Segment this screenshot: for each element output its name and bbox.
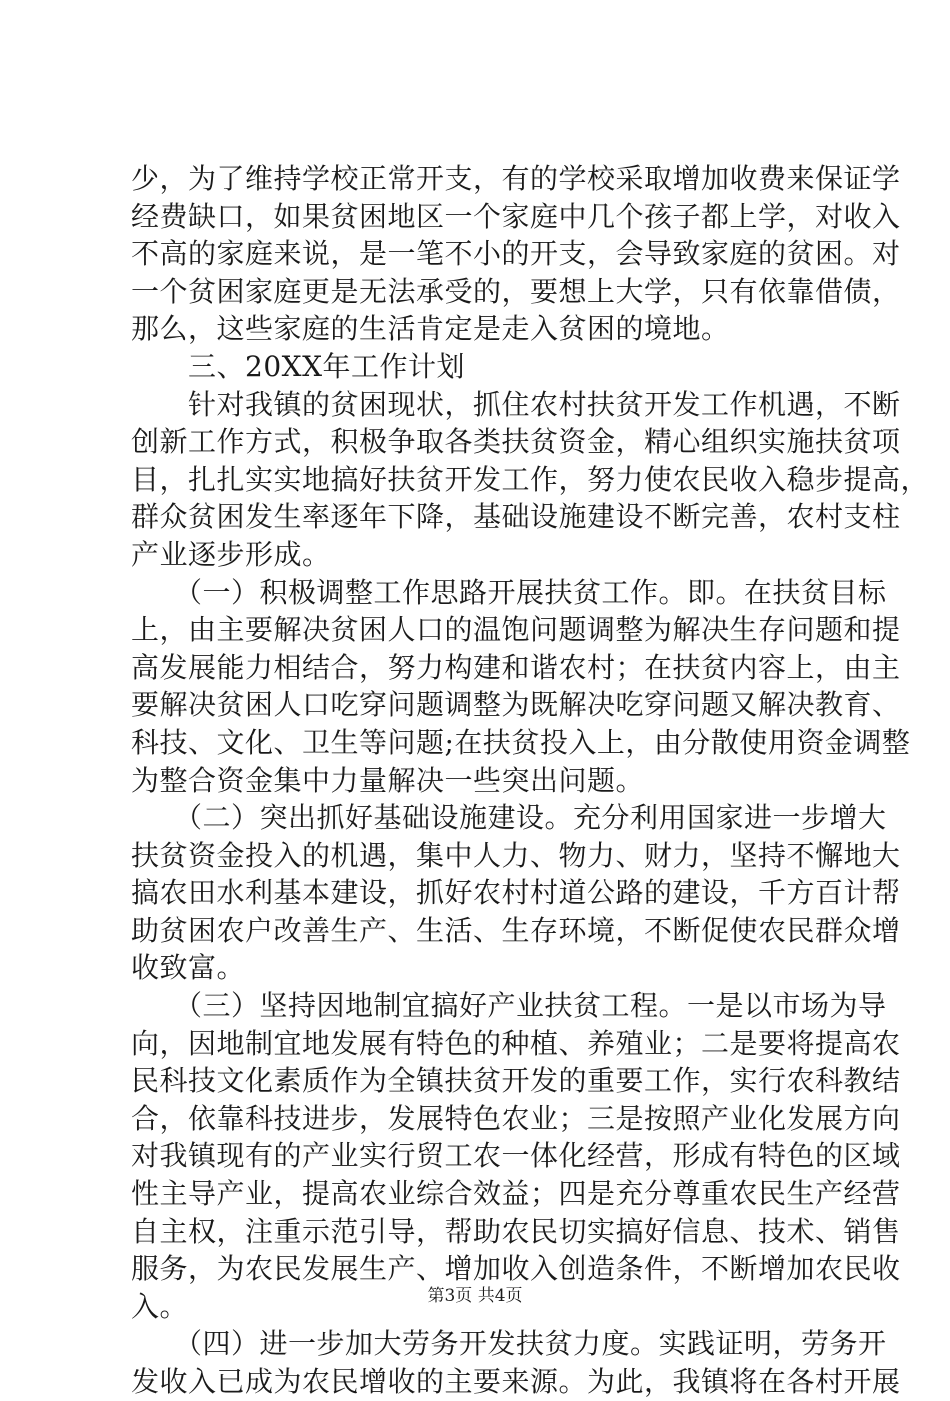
text-line: 为整合资金集中力量解决一些突出问题。 <box>131 763 645 797</box>
text-line: 群众贫困发生率逐年下降，基础设施建设不断完善，农村支柱 <box>131 500 901 534</box>
text-line: 向，因地制宜地发展有特色的种植、养殖业；二是要将提高农 <box>131 1026 901 1060</box>
section-heading: 三、20XX年工作计划 <box>131 349 465 383</box>
text-line: 搞农田水利基本建设，抓好农村村道公路的建设，千方百计帮 <box>131 876 901 910</box>
text-line: 助贫困农户改善生产、生活、生存环境，不断促使农民群众增 <box>131 913 901 947</box>
text-line: 少，为了维持学校正常开支，有的学校采取增加收费来保证学 <box>131 162 901 195</box>
text-line: 高发展能力相结合，努力构建和谐农村；在扶贫内容上，由主 <box>131 650 901 684</box>
text-line: 针对我镇的贫困现状，抓住农村扶贫开发工作机遇，不断 <box>131 387 901 421</box>
text-line: 上，由主要解决贫困人口的温饱问题调整为解决生存问题和提 <box>131 613 901 647</box>
text-line: 收致富。 <box>131 951 246 985</box>
text-line: 发收入已成为农民增收的主要来源。为此，我镇将在各村开展 <box>131 1365 901 1398</box>
text-line: 合，依靠科技进步，发展特色农业；三是按照产业化发展方向 <box>131 1101 901 1135</box>
text-line: 入。 <box>131 1289 189 1323</box>
text-line: （三）坚持因地制宜搞好产业扶贫工程。一是以市场为导 <box>131 989 887 1023</box>
document-body <box>131 160 930 1401</box>
text-line: 产业逐步形成。 <box>131 537 331 571</box>
text-line: 服务，为农民发展生产、增加收入创造条件，不断增加农民收 <box>131 1252 901 1286</box>
text-line: 扶贫资金投入的机遇，集中人力、物力、财力，坚持不懈地大 <box>131 838 901 872</box>
text-line: 科技、文化、卫生等问题;在扶贫投入上，由分散使用资金调整 <box>131 725 911 759</box>
text-line: （一）积极调整工作思路开展扶贫工作。即。在扶贫目标 <box>131 575 887 609</box>
text-line: 一个贫困家庭更是无法承受的，要想上大学，只有依靠借债， <box>131 274 901 308</box>
text-line: 不高的家庭来说，是一笔不小的开支，会导致家庭的贫困。对 <box>131 237 901 271</box>
text-line: 经费缺口，如果贫困地区一个家庭中几个孩子都上学，对收入 <box>131 199 901 233</box>
text-line: 性主导产业，提高农业综合效益；四是充分尊重农民生产经营 <box>131 1177 901 1211</box>
text-line: 那么，这些家庭的生活肯定是走入贫困的境地。 <box>131 312 730 346</box>
text-line: 要解决贫困人口吃穿问题调整为既解决吃穿问题又解决教育、 <box>131 688 901 722</box>
text-line: 目，扎扎实实地搞好扶贫开发工作，努力使农民收入稳步提高， <box>131 462 930 496</box>
text-line: 民科技文化素质作为全镇扶贫开发的重要工作，实行农科教结 <box>131 1064 901 1098</box>
page-number-footer: 第3页 共4页 <box>427 1286 523 1306</box>
text-line: （二）突出抓好基础设施建设。充分利用国家进一步增大 <box>131 801 887 835</box>
text-line: 对我镇现有的产业实行贸工农一体化经营，形成有特色的区域 <box>131 1139 901 1173</box>
text-line: 创新工作方式，积极争取各类扶贫资金，精心组织实施扶贫项 <box>131 425 901 459</box>
text-line: （四）进一步加大劳务开发扶贫力度。实践证明，劳务开 <box>131 1327 887 1361</box>
text-line: 自主权，注重示范引导，帮助农民切实搞好信息、技术、销售 <box>131 1214 901 1248</box>
